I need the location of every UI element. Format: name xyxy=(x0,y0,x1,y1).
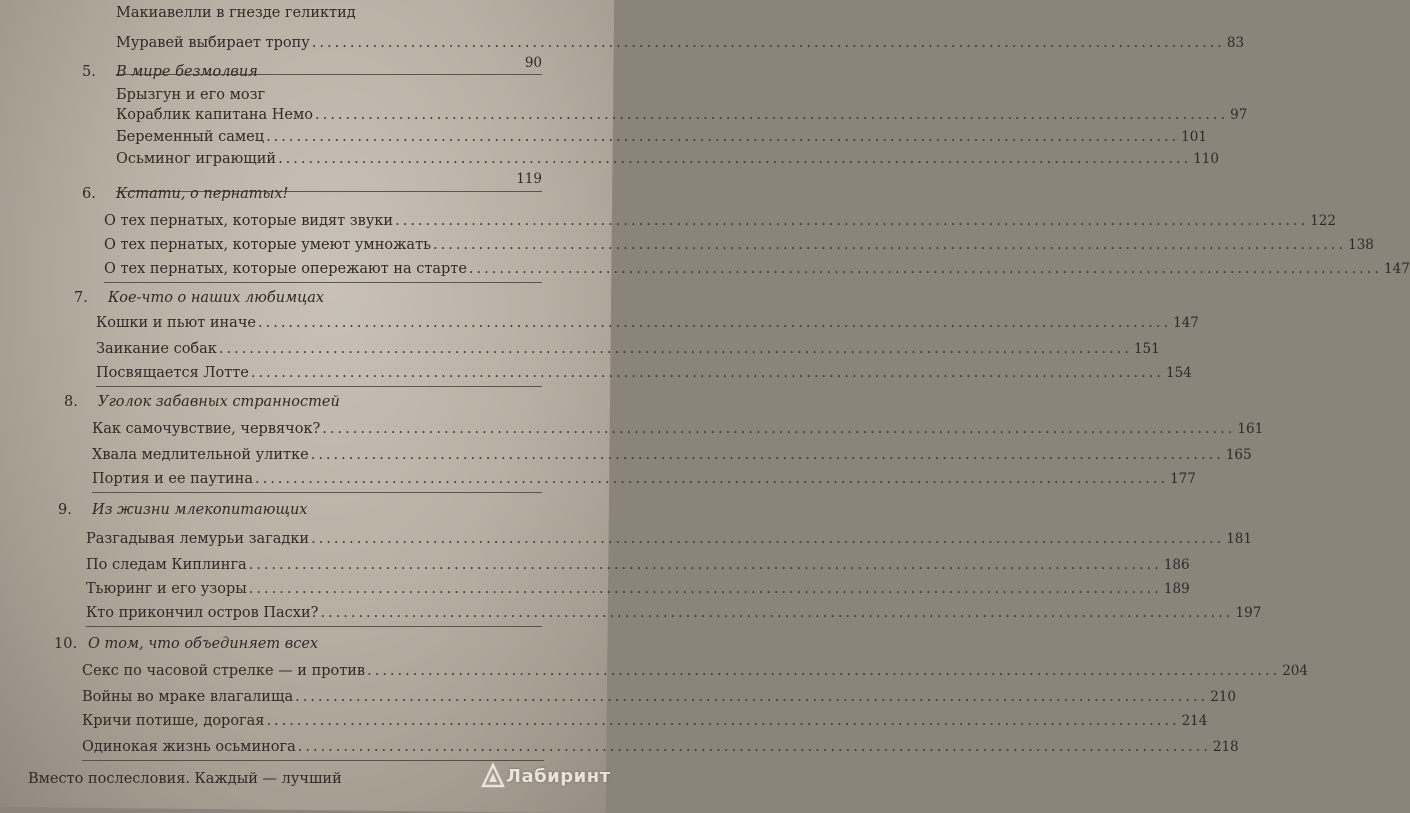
divider xyxy=(104,282,542,283)
toc-entry xyxy=(82,688,1236,706)
leader-dots xyxy=(298,738,1211,756)
leader-dots xyxy=(251,364,1164,382)
divider xyxy=(92,492,542,493)
chapter-title: В мире безмолвия xyxy=(116,64,258,80)
toc-entry-page: 122 xyxy=(1310,213,1336,229)
toc-entry xyxy=(86,556,1190,574)
leader-dots xyxy=(258,314,1171,332)
toc-entry-page: 83 xyxy=(1226,35,1245,51)
chapter-heading xyxy=(82,186,288,202)
toc-entry-title: Беременный самец xyxy=(116,129,265,145)
toc-entry xyxy=(116,86,542,104)
toc-entry xyxy=(116,34,1245,52)
toc-entry-title: Секс по часовой стрелке — и против xyxy=(82,663,366,679)
chapter-heading xyxy=(58,502,307,518)
toc-entry-page: 138 xyxy=(1348,237,1374,253)
toc-entry-title: Тьюринг и его узоры xyxy=(86,581,247,597)
toc-entry xyxy=(116,4,542,22)
leader-dots xyxy=(278,150,1191,168)
leader-dots xyxy=(367,662,1280,680)
toc-entry-title: Осьминог играющий xyxy=(116,151,277,167)
chapter-title: О том, что объединяет всех xyxy=(88,636,319,652)
toc-entry-page: 165 xyxy=(1225,447,1252,463)
chapter-number: 5. xyxy=(82,64,96,80)
chapter-number: 8. xyxy=(64,394,78,410)
toc-entry-page: 151 xyxy=(1133,341,1160,357)
toc-entry xyxy=(82,738,1239,756)
toc-entry xyxy=(116,128,1207,146)
toc-entry-title: Макиавелли в гнезде геликтид xyxy=(116,5,356,21)
toc-entry-title: Одинокая жизнь осьминога xyxy=(82,739,296,755)
toc-entry-page: 147 xyxy=(1173,315,1199,331)
watermark-logo xyxy=(482,764,611,788)
toc-entry-page: 214 xyxy=(1181,713,1208,729)
chapter-heading xyxy=(74,290,324,306)
leader-dots xyxy=(219,340,1132,358)
toc-entry-title: Как самочувствие, червячок? xyxy=(92,421,321,437)
toc-entry xyxy=(96,340,1160,358)
leader-dots xyxy=(320,604,1233,622)
toc-entry xyxy=(82,662,1308,680)
chapter-title: Из жизни млекопитающих xyxy=(92,502,308,518)
toc-entry xyxy=(92,420,1264,438)
toc-entry-page: 101 xyxy=(1181,129,1207,145)
leader-dots xyxy=(249,556,1162,574)
leader-dots xyxy=(255,470,1168,488)
leader-dots xyxy=(295,688,1208,706)
toc-entry xyxy=(86,530,1252,548)
chapter-title: Кстати, о пернатых! xyxy=(116,186,289,202)
leader-dots xyxy=(266,712,1179,730)
chapter-title: Уголок забавных странностей xyxy=(98,394,340,410)
toc-entry-title: Хвала медлительной улитке xyxy=(92,447,309,463)
leader-dots xyxy=(312,34,1225,52)
leader-dots xyxy=(315,106,1228,124)
watermark-text: Лабиринт xyxy=(506,765,611,787)
chapter-heading xyxy=(64,394,340,410)
toc-entry-title: Кошки и пьют иначе xyxy=(96,315,256,331)
toc-entry xyxy=(92,446,1252,464)
toc-entry-page: 161 xyxy=(1237,421,1264,437)
chapter-heading xyxy=(82,64,258,80)
divider xyxy=(86,626,542,627)
toc-entry-page: 210 xyxy=(1210,689,1236,705)
chapter-number: 6. xyxy=(82,186,96,202)
leader-dots xyxy=(469,260,1382,278)
toc-entry xyxy=(104,260,1410,278)
toc-entry xyxy=(96,364,1192,382)
toc-entry xyxy=(104,212,1336,230)
toc-entry xyxy=(92,470,1196,488)
leader-dots xyxy=(395,212,1308,230)
toc-entry-page: 181 xyxy=(1226,531,1252,547)
toc-entry-page: 197 xyxy=(1235,605,1262,621)
toc-entry-title: Кораблик капитана Немо xyxy=(116,107,314,123)
leader-dots xyxy=(311,530,1224,548)
divider xyxy=(96,386,542,387)
chapter-heading xyxy=(54,636,318,652)
toc-entry-title: Войны во мраке влагалища xyxy=(82,689,294,705)
toc-entry-title: Портия и ее паутина xyxy=(92,471,253,487)
chapter-number: 10. xyxy=(54,636,78,652)
toc-entry-page: 147 xyxy=(1384,261,1410,277)
divider xyxy=(82,760,544,761)
toc-entry-page: 90 xyxy=(524,55,542,71)
leader-dots xyxy=(433,236,1346,254)
toc-entry xyxy=(86,580,1190,598)
toc-entry-page: 177 xyxy=(1170,471,1196,487)
toc-entry xyxy=(116,150,1219,168)
leader-dots xyxy=(322,420,1235,438)
leader-dots xyxy=(266,128,1179,146)
toc-entry-title: Муравей выбирает тропу xyxy=(116,35,310,51)
afterword-entry xyxy=(28,770,448,788)
toc-entry-page: 119 xyxy=(516,171,542,187)
toc-entry-page: 189 xyxy=(1163,581,1190,597)
leader-dots xyxy=(311,446,1224,464)
leader-dots xyxy=(249,580,1162,598)
afterword-title: Вместо послесловия. Каждый — лучший xyxy=(28,771,342,787)
chapter-title: Кое-что о наших любимцах xyxy=(108,290,325,306)
toc-entry-title: О тех пернатых, которые умеют умножать xyxy=(104,237,431,253)
toc-entry-page: 204 xyxy=(1282,663,1308,679)
toc-entry-title: О тех пернатых, которые опережают на старте xyxy=(104,261,467,277)
toc-entry xyxy=(96,314,1199,332)
toc-entry-title: Кто прикончил остров Пасхи? xyxy=(86,605,319,621)
chapter-number: 7. xyxy=(74,290,88,306)
toc-entry-page: 218 xyxy=(1212,739,1239,755)
toc-entry-page: 97 xyxy=(1230,107,1248,123)
toc-entry-title: Посвящается Лотте xyxy=(96,365,249,381)
toc-entry-page: 154 xyxy=(1165,365,1192,381)
toc-entry-title: Брызгун и его мозг xyxy=(116,87,266,103)
toc-entry xyxy=(86,604,1262,622)
chapter-number: 9. xyxy=(58,502,72,518)
toc-entry-title: По следам Киплинга xyxy=(86,557,247,573)
toc-entry-page: 186 xyxy=(1163,557,1190,573)
toc-entry-title: Разгадывая лемурьи загадки xyxy=(86,531,310,547)
toc-entry-page: 110 xyxy=(1193,151,1219,167)
toc-entry-title: О тех пернатых, которые видят звуки xyxy=(104,213,394,229)
labyrinth-logo-icon xyxy=(482,764,504,788)
toc-entry xyxy=(116,106,1248,124)
toc-entry-title: Заикание собак xyxy=(96,341,217,357)
toc-entry xyxy=(82,712,1208,730)
toc-entry xyxy=(104,236,1374,254)
toc-entry-title: Кричи потише, дорогая xyxy=(82,713,265,729)
